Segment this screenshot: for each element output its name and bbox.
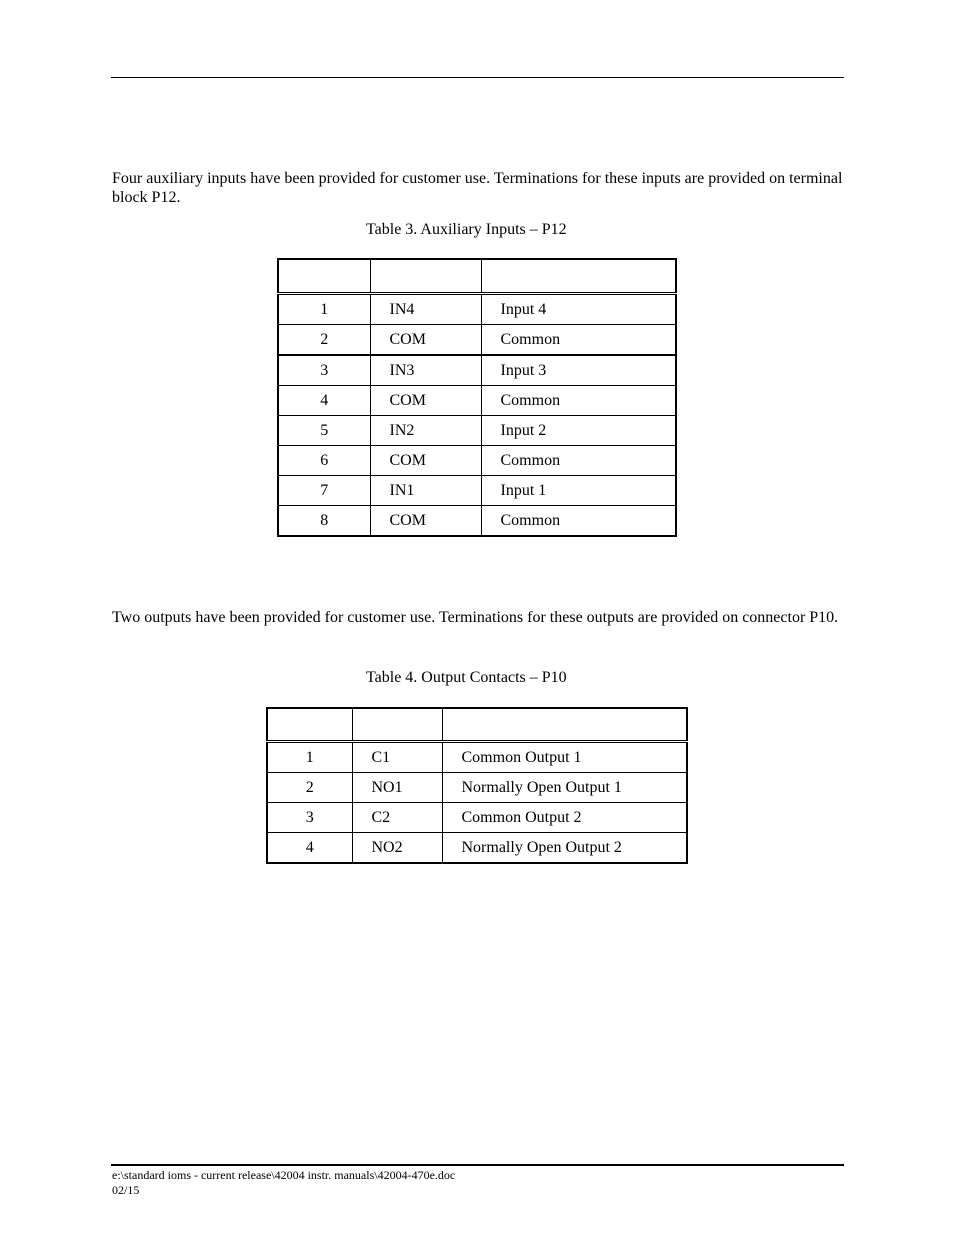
table-header-row: [267, 708, 687, 742]
signal-cell: COM: [370, 325, 481, 356]
header-rule: [111, 77, 844, 78]
footer-rule: [111, 1164, 844, 1166]
header-cell: [481, 259, 676, 294]
signal-cell: IN1: [370, 476, 481, 506]
pin-cell: 4: [278, 386, 370, 416]
description-cell: Common: [481, 325, 676, 356]
header-cell: [370, 259, 481, 294]
pin-cell: 3: [278, 355, 370, 386]
table-4-caption: Table 4. Output Contacts – P10: [366, 669, 567, 686]
pin-cell: 8: [320, 512, 329, 529]
signal-cell: NO2: [352, 833, 442, 864]
footer-date: 02/15: [112, 1183, 140, 1197]
description-cell: Normally Open Output 1: [442, 773, 687, 803]
description-cell: Input 2: [481, 416, 676, 446]
table-row: [267, 833, 687, 864]
header-cell: [442, 708, 687, 742]
description-cell: Input 1: [481, 476, 676, 506]
table-row: [278, 294, 676, 325]
signal-cell: COM: [370, 386, 481, 416]
pin-cell: 7: [278, 476, 370, 506]
signal-cell: IN4: [370, 294, 481, 325]
description-cell: Common: [481, 446, 676, 476]
header-cell: [352, 708, 442, 742]
outputs-paragraph: Two outputs have been provided for customer use. Terminations for these outputs are provided on connector P10.: [112, 609, 839, 626]
description-cell: Common Output 1: [442, 742, 687, 773]
table-row: [278, 325, 676, 356]
output-contacts-table: [266, 707, 688, 864]
description-cell: Input 4: [481, 294, 676, 325]
table-row: [278, 476, 676, 506]
page-footer: [112, 1168, 455, 1198]
table-row: [278, 355, 676, 386]
description-cell: Normally Open Output 2: [442, 833, 687, 864]
description-cell: Input 3: [481, 355, 676, 386]
signal-cell: IN2: [370, 416, 481, 446]
table-row: [267, 773, 687, 803]
footer-file-path: e:\standard ioms - current release\42004 instr. manuals\42004-470e.doc: [112, 1168, 456, 1182]
header-cell: [267, 708, 352, 742]
pin-cell: 4: [305, 839, 314, 856]
table-3-caption: Table 3. Auxiliary Inputs – P12: [366, 221, 567, 238]
table-row: [278, 416, 676, 446]
pin-cell: 3: [267, 803, 352, 833]
signal-cell: NO1: [352, 773, 442, 803]
pin-cell: 5: [278, 416, 370, 446]
auxiliary-inputs-table: [277, 258, 677, 537]
pin-cell: 2: [278, 325, 370, 356]
header-cell: [278, 259, 370, 294]
pin-cell: 2: [267, 773, 352, 803]
description-cell: Common: [481, 386, 676, 416]
pin-cell: 6: [278, 446, 370, 476]
table-row: [278, 506, 676, 537]
table-row: [278, 446, 676, 476]
table-row: [278, 386, 676, 416]
signal-cell: COM: [370, 506, 481, 537]
signal-cell: COM: [370, 446, 481, 476]
signal-cell: IN3: [370, 355, 481, 386]
description-cell: Common Output 2: [442, 803, 687, 833]
table-row: [267, 742, 687, 773]
pin-cell: 1: [278, 294, 370, 325]
signal-cell: C1: [352, 742, 442, 773]
table-row: [267, 803, 687, 833]
description-cell: Common: [481, 506, 676, 537]
pin-cell: 1: [267, 742, 352, 773]
table-header-row: [278, 259, 676, 294]
auxiliary-inputs-paragraph: Four auxiliary inputs have been provided for customer use. Terminations for these inputs are provided on terminal block P12.: [112, 170, 843, 206]
signal-cell: C2: [352, 803, 442, 833]
